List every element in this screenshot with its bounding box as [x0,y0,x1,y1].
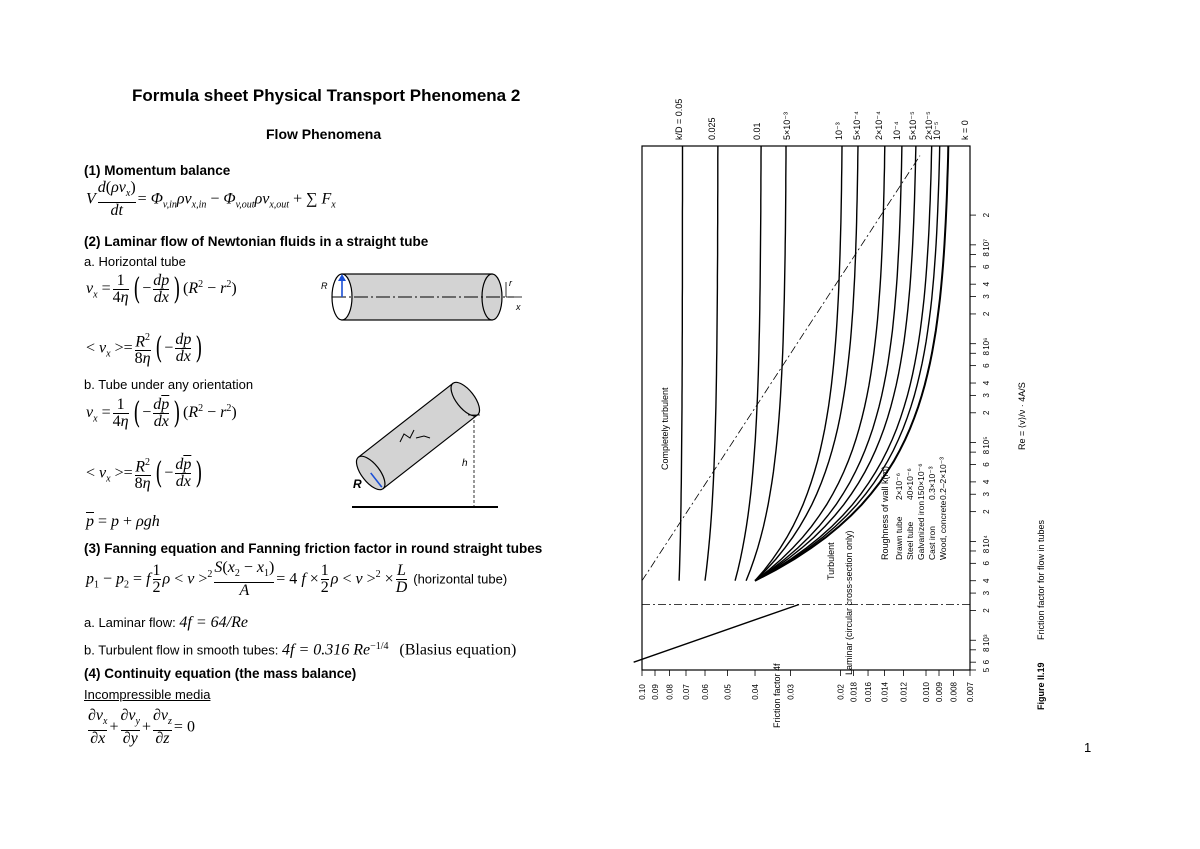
roughness-curve [679,146,682,581]
re-tick-label: 2 [982,608,991,613]
tube-r-axis-label: r [509,278,512,288]
re-tick-label: 4 [982,479,991,485]
roughness-label: k/D = 0.05 [674,98,684,140]
mean-velocity-horizontal: < $v_x$ >= $\frac{R^2}{8\eta}$ ( − $\frac{dp}{dx}$ ) [86,331,203,368]
re-tick-label: 3 [982,294,991,299]
figure-label: Figure II.19 [1036,662,1046,710]
re-tick-label: 8 [982,548,991,554]
re-tick-label: 8 [982,252,991,257]
turbulent-flow-line [84,641,516,659]
horizontal-tube-note: (horizontal tube) [413,571,508,587]
laminar-friction-formula: 4f = 64/Re [179,614,248,631]
roughness-curve [746,146,786,581]
roughness-table-value: 150×10⁻⁶ [916,463,926,500]
roughness-table-name: Galvanized iron [916,500,926,560]
re-tick-label: 4 [982,380,991,386]
re-tick-label: 8 [982,647,991,653]
laminar-line [634,604,799,662]
f-tick-label: 0.010 [922,681,932,703]
roughness-label: k = 0 [960,120,970,140]
momentum-equation: V $\frac{d(\rho v_x)}{dt}$ = $\Phi_{v,in}\rho v_{x,in} - \Phi_{v,out}\rho v_{x,out}$ + ∑ $F_x$ [86,179,336,220]
f-tick-label: 0.009 [935,681,945,703]
incl-radius-label: R [353,477,362,491]
roughness-label: 5×10⁻⁴ [852,111,862,140]
roughness-table-name: Cast iron [927,525,937,560]
horizontal-tube-diagram [316,268,530,328]
re-tick-label: 4 [982,578,991,583]
roughness-table-title: Roughness of wall k(m) [880,465,890,560]
roughness-label: 10⁻³ [834,122,844,140]
re-tick-label: 8 [982,449,991,455]
mean-velocity-oriented: < $v_x$ >= $\frac{R^2}{8\eta}$ ( − $\frac{d\overline{p}}{dx}$ ) [86,456,203,493]
subsection-any-orientation: b. Tube under any orientation [84,377,254,392]
section-momentum-balance: (1) Momentum balance [84,163,231,178]
subsection-horizontal-tube: a. Horizontal tube [84,254,186,269]
roughness-curve [755,146,916,581]
re-tick-label: 2 [982,509,991,514]
f-tick-label: 0.07 [681,684,691,700]
re-tick-label: 4 [982,281,991,287]
re-tick-label: 6 [982,264,991,270]
re-tick-label: 3 [982,492,991,497]
roughness-label: 2×10⁻⁵ [924,111,934,140]
blasius-exponent: −1/4 [370,641,389,652]
section-fanning-equation: (3) Fanning equation and Fanning friction factor in round straight tubes [84,541,543,556]
tube-radius-label: R [321,281,328,291]
re-tick-label: 10³ [982,634,991,647]
laminar-flow-label: a. Laminar flow: [84,615,176,630]
page-number: 1 [1084,740,1092,755]
roughness-label: 10⁻⁵ [932,121,942,140]
fanning-equation: $p_1 - p_2 = f$ $\frac{1}{2}$ ρ < v >$^2$ $\frac{S(x_2 - x_1)}{A}$ = 4 f × $\frac{1}{2}$ ρ < v >$^2$ × $\frac{L}{D}$ (horizontal tube) [86,559,508,600]
modified-pressure: $\overline{p} = p + \rho gh$ [86,513,160,530]
laminar-label: Laminar (circular cross-section only) [844,530,854,675]
completely-turbulent-label: Completely turbulent [660,387,670,470]
roughness-table-name: Steel tube [905,521,915,560]
inclined-tube-diagram [348,370,508,512]
roughness-table-name: Wood, concrete [938,500,948,560]
re-tick-label: 10⁴ [982,535,991,548]
section-laminar-flow: (2) Laminar flow of Newtonian fluids in a straight tube [84,234,429,249]
re-tick-label: 6 [982,561,991,566]
re-tick-label: 10⁶ [982,337,991,350]
roughness-table-value: 2×10⁻⁶ [894,472,904,500]
re-tick-label: 6 [982,363,991,368]
velocity-profile-oriented: $v_x$ = $\frac{1}{4\eta}$ ( − $\frac{d\overline{p}}{dx}$ ) $(R^2 - r^2)$ [86,396,237,431]
page-subtitle: Flow Phenomena [266,126,382,142]
page-title: Formula sheet Physical Transport Phenomena 2 [132,86,521,105]
re-tick-label: 2 [982,212,991,218]
plot-frame [642,146,970,670]
roughness-curve [755,146,842,581]
roughness-label: 10⁻⁴ [892,121,902,140]
section-continuity-equation: (4) Continuity equation (the mass balance) [84,666,357,681]
continuity-equation: $\frac{\partial v_x}{\partial x}$ + $\frac{\partial v_y}{\partial y}$ + $\frac{\partial v_z}{\partial z}$ = 0 [88,707,195,748]
roughness-label: 0.01 [752,122,762,140]
roughness-label: 2×10⁻⁴ [874,111,884,140]
re-tick-label: 3 [982,590,991,596]
f-tick-label: 0.10 [638,684,647,700]
roughness-curve [735,146,761,581]
f-tick-label: 0.012 [899,681,909,703]
f-tick-label: 0.016 [864,681,874,703]
re-axis-label: Re = ⟨v⟩/ν · 4A/S [1017,382,1027,450]
roughness-curve [755,146,885,581]
incompressible-media-label: Incompressible media [84,687,211,702]
turbulent-flow-label: b. Turbulent flow in smooth tubes: [84,642,279,658]
velocity-profile-horizontal: $v_x$ = $\frac{1}{4\eta}$ ( − $\frac{dp}{dx}$ ) $(R^2 - r^2)$ [86,272,237,307]
roughness-table-name: Drawn tube [894,516,904,560]
roughness-table-value: 0.3×10⁻³ [927,466,937,500]
roughness-label: 5×10⁻⁵ [908,111,918,140]
f-tick-label: 0.09 [650,684,660,700]
f-tick-label: 0.014 [880,681,890,703]
f-tick-label: 0.008 [949,681,959,703]
re-tick-label: 2 [982,311,991,317]
f-tick-label: 0.08 [665,684,675,700]
figure-caption: Friction factor for flow in tubes [1036,519,1046,640]
f-tick-label: 0.02 [836,684,846,700]
f-tick-label: 0.06 [701,684,711,700]
roughness-table-value: 0.2–2×10⁻³ [938,456,948,500]
f-tick-label: 0.04 [751,684,761,700]
roughness-table-value: 40×10⁻⁶ [905,468,915,500]
re-tick-label: 10⁷ [982,238,991,251]
laminar-flow-line [84,614,248,632]
completely-turbulent-boundary [642,156,920,581]
moody-chart [620,80,1060,760]
f-tick-label: 0.018 [849,681,859,703]
tube-x-axis-label: x [516,302,521,312]
turbulent-label: Turbulent [826,542,836,580]
re-tick-label: 10⁵ [982,436,991,449]
re-tick-label: 2 [982,410,991,416]
f-tick-label: 0.05 [723,684,733,700]
f-tick-label: 0.03 [786,684,796,700]
re-tick-label: 6 [982,462,991,467]
roughness-label: 0.025 [707,117,717,140]
re-tick-label: 5 [982,667,991,673]
roughness-label: 5×10⁻³ [782,111,792,140]
f-tick-label: 0.007 [966,681,975,703]
re-tick-label: 6 [982,659,991,665]
re-tick-label: 8 [982,351,991,356]
height-label: h [462,458,468,469]
roughness-curve [705,146,718,581]
f-axis-label: Friction factor 4f [772,663,782,728]
blasius-formula: 4f = 0.316 Re [282,641,371,659]
re-tick-label: 3 [982,393,991,398]
blasius-note: (Blasius equation) [399,641,517,659]
